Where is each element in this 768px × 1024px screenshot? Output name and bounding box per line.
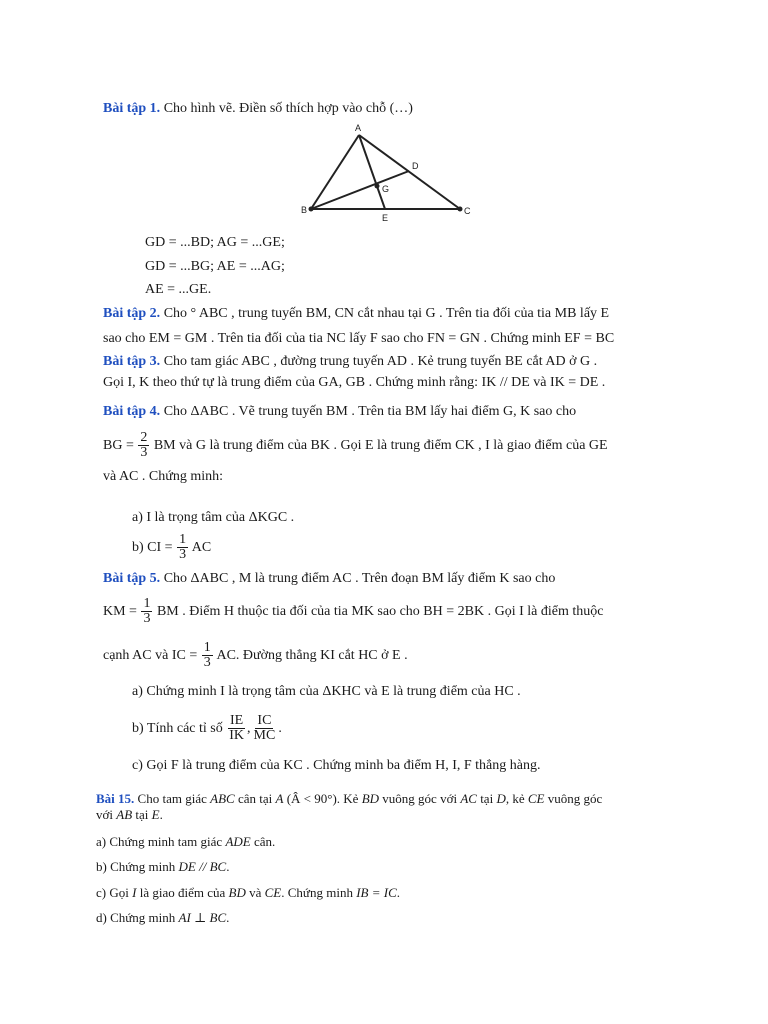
exercise-4-part-b — [132, 532, 211, 564]
fraction-denominator: IK — [229, 728, 245, 744]
exercise-5-line-3 — [103, 640, 408, 672]
math-i: I — [132, 885, 137, 900]
exercise-5-km-label: KM = — [103, 604, 137, 619]
exercise-5-line-1 — [103, 570, 555, 588]
exercise-1-line-3: AE = ...GE. — [145, 282, 212, 297]
exercise-5-b-label: b) Tính các tỉ số — [132, 721, 223, 736]
exercise-5-text-1: Cho ΔABC , M là trung điểm AC . Trên đoạn BM lấy điểm K sao cho — [163, 571, 556, 586]
math-a: A — [275, 791, 284, 806]
math-ce: CE — [264, 885, 282, 900]
exercise-15-text: vuông góc với — [382, 791, 458, 806]
fraction-denominator: MC — [253, 728, 276, 744]
exercise-15-text: Cho tam giác — [137, 791, 207, 806]
fraction-denominator: 3 — [179, 547, 187, 563]
fraction-numerator: 1 — [143, 596, 151, 612]
exercise-15-text: vuông góc — [547, 791, 603, 806]
exercise-3-line-1 — [103, 353, 597, 371]
exercise-15-text: c) Gọi — [96, 885, 129, 900]
exercise-15-text: với — [96, 807, 113, 822]
exercise-1-line-2: GD = ...BG; AE = ...AG; — [145, 259, 285, 274]
math-bd: BD — [228, 885, 246, 900]
exercise-5-text-3: AC. Đường thẳng KI cắt HC ở E . — [216, 648, 408, 663]
exercise-5-part-b — [132, 711, 282, 747]
point-g — [375, 184, 380, 189]
exercise-2-line-1 — [103, 305, 609, 323]
exercise-15-text: b) Chứng minh — [96, 859, 176, 874]
math-de-parallel-bc: DE // BC — [178, 859, 227, 874]
exercise-15-text: , kẻ — [505, 791, 525, 806]
exercise-2-heading: Bài tập 2. — [103, 306, 161, 321]
math-ade: ADE — [225, 834, 251, 849]
exercise-15-part-c — [96, 884, 400, 902]
exercise-5-line-2 — [103, 596, 603, 628]
fraction-numerator: IE — [230, 713, 244, 729]
fraction-separator: , — [247, 721, 251, 736]
fraction-one-third — [141, 597, 152, 626]
math-d: D — [496, 791, 506, 806]
exercise-15-text: cân tại — [237, 791, 273, 806]
fraction-denominator: 3 — [140, 445, 148, 461]
exercise-4-bg-label: BG = — [103, 438, 134, 453]
label-e: E — [382, 213, 389, 223]
fraction-denominator: 3 — [203, 655, 211, 671]
fraction-one-third — [177, 533, 188, 562]
fraction-ic-mc — [252, 714, 278, 743]
exercise-5-heading: Bài tập 5. — [103, 571, 161, 586]
exercise-4-line-2 — [103, 430, 608, 462]
exercise-15-text: tại — [480, 791, 494, 806]
exercise-5-b-end: . — [278, 721, 282, 736]
math-ce: CE — [527, 791, 545, 806]
fraction-ie-ik — [227, 714, 246, 743]
exercise-4-b-label: b) CI = — [132, 540, 173, 555]
label-b: B — [301, 205, 308, 215]
label-g: G — [382, 184, 390, 194]
exercise-15-text: và — [249, 885, 262, 900]
exercise-15-text: . — [396, 885, 401, 900]
fraction-one-third — [202, 641, 213, 670]
exercise-3-line-2: Gọi I, K theo thứ tự là trung điểm của GA, GB . Chứng minh rằng: IK // DE và IK = DE . — [103, 375, 606, 390]
exercise-15-part-a — [96, 833, 275, 851]
exercise-1-heading: Bài tập 1. — [103, 101, 161, 116]
exercise-4-text-2: BM và G là trung điểm của BK . Gọi E là trung điểm CK , I là giao điểm của GE — [153, 438, 608, 453]
fraction-numerator: IC — [257, 713, 272, 729]
point-b — [309, 207, 314, 212]
exercise-3-text-1: Cho tam giác ABC , đường trung tuyến AD . Kẻ trung tuyến BE cắt AD ở G . — [163, 354, 598, 369]
exercise-5-text-2: BM . Điểm H thuộc tia đối của tia MK sao cho BH = 2BK . Gọi I là điểm thuộc — [156, 604, 604, 619]
exercise-5-part-c: c) Gọi F là trung điểm của KC . Chứng minh ba điểm H, I, F thẳng hàng. — [132, 758, 541, 773]
exercise-5-ic-label: cạnh AC và IC = — [103, 648, 198, 663]
label-c: C — [464, 206, 471, 216]
exercise-15-text: cân. — [253, 834, 276, 849]
math-angle: Â < 90° — [291, 791, 333, 806]
math-bd: BD — [361, 791, 380, 806]
exercise-15-line-1: Bài 15. Cho tam giác ABC cân tại A (Â < 90°). Kẻ BD vuông góc với AC tại D, kẻ CE vuông góc — [96, 791, 603, 806]
exercise-3-heading: Bài tập 3. — [103, 354, 161, 369]
exercise-15-text: ). Kẻ — [332, 791, 359, 806]
fraction-numerator: 1 — [179, 532, 187, 548]
fraction-two-thirds — [138, 431, 149, 460]
exercise-2-text-1: Cho ° ABC , trung tuyến BM, CN cắt nhau tại G . Trên tia đối của tia MB lấy E — [163, 306, 610, 321]
math-e: E — [151, 807, 160, 822]
exercise-15-text: . — [159, 807, 163, 822]
exercise-15-text: tại — [135, 807, 149, 822]
math-ai-perp-bc: AI ⊥ BC — [178, 910, 227, 925]
exercise-15-heading: Bài 15. — [96, 791, 135, 806]
exercise-15-text: . Chứng minh — [281, 885, 353, 900]
math-ib-eq-ic: IB = IC — [356, 885, 397, 900]
math-ab: AB — [116, 807, 133, 822]
exercise-15-text: là giao điểm của — [139, 885, 226, 900]
exercise-4-heading: Bài tập 4. — [103, 404, 161, 419]
exercise-4-line-3: và AC . Chứng minh: — [103, 469, 223, 484]
fraction-denominator: 3 — [143, 611, 151, 627]
label-d: D — [412, 161, 419, 171]
exercise-4-b-text: AC — [191, 540, 212, 555]
exercise-1-line-1: GD = ...BD; AG = ...GE; — [145, 235, 285, 250]
exercise-15-text: . — [226, 859, 230, 874]
exercise-15-part-d — [96, 909, 229, 927]
exercise-15-text: . — [226, 910, 230, 925]
exercise-1-text: Cho hình vẽ. Điền số thích hợp vào chỗ (…) — [163, 101, 413, 116]
label-a: A — [355, 123, 362, 133]
exercise-15-text: d) Chứng minh — [96, 910, 176, 925]
exercise-15-part-b — [96, 858, 229, 876]
exercise-15-line-2 — [96, 806, 163, 824]
exercise-5-part-a: a) Chứng minh I là trọng tâm của ΔKHC và E là trung điểm của HC . — [132, 684, 521, 699]
point-c — [458, 207, 463, 212]
exercise-2-line-2: sao cho EM = GM . Trên tia đối của tia NC lấy F sao cho FN = GN . Chứng minh EF = BC — [103, 331, 615, 346]
exercise-4-line-1 — [103, 403, 576, 421]
math-ac: AC — [460, 791, 477, 806]
fraction-numerator: 2 — [140, 430, 148, 446]
exercise-4-part-a: a) I là trọng tâm của ΔKGC . — [132, 510, 295, 525]
exercise-1-prompt — [103, 100, 413, 118]
math-abc: ABC — [210, 791, 235, 806]
exercise-4-text-1: Cho ΔABC . Vẽ trung tuyến BM . Trên tia BM lấy hai điểm G, K sao cho — [163, 404, 577, 419]
fraction-numerator: 1 — [203, 640, 211, 656]
exercise-15-text: a) Chứng minh tam giác — [96, 834, 223, 849]
